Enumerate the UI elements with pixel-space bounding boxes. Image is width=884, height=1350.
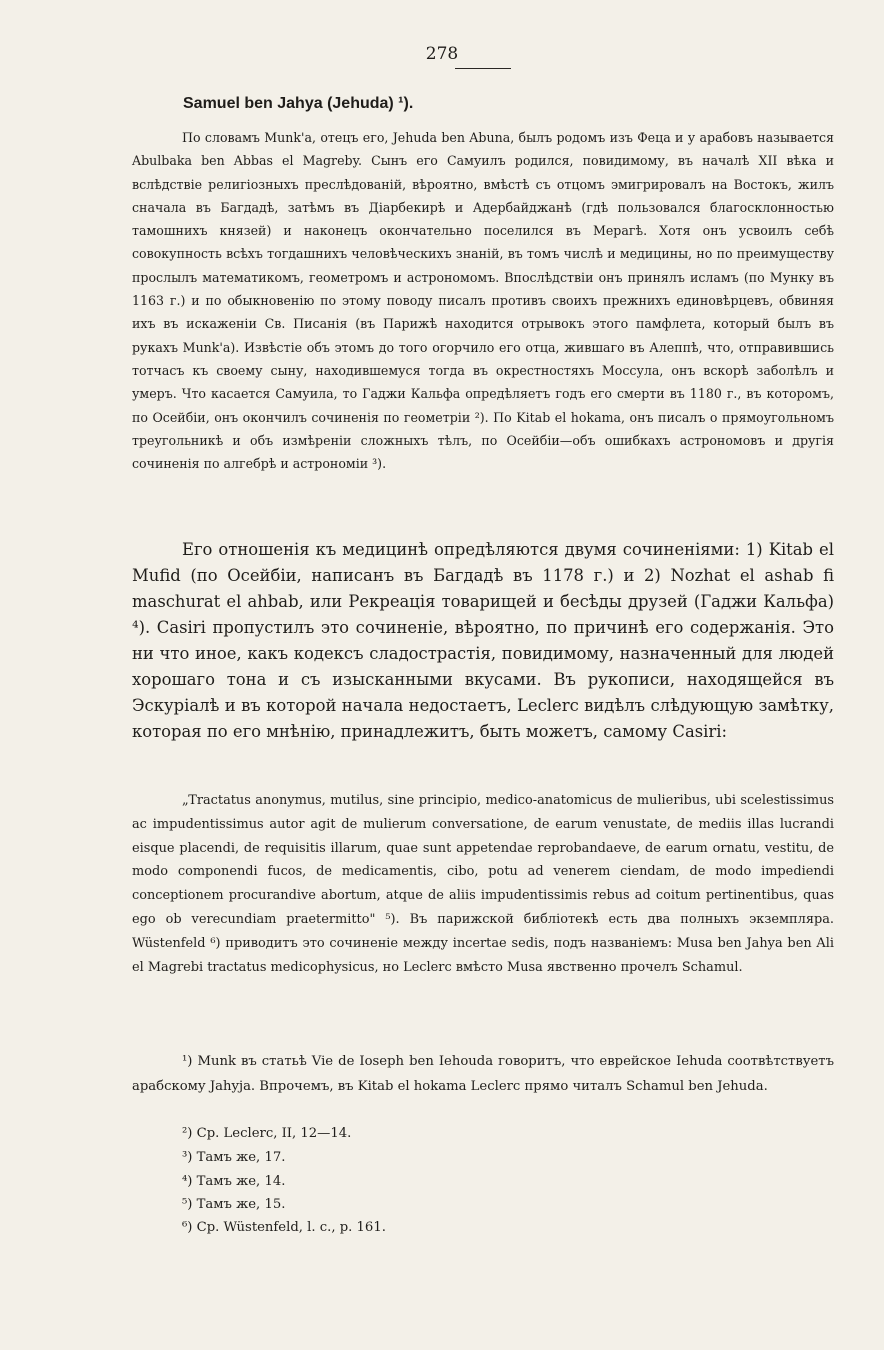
footnote-6: ⁶) Ср. Wüstenfeld, l. c., p. 161. [182,1220,386,1235]
paragraph-latin-quotation: „Tractatus anonymus, mutilus, sine principio, medico-anatomicus de mulieribus, ubi scelestissimus ac impudentissimus autor agit de mulierum conversatione, de earum venustate, de mediis illas lucrandi eisque placendi, de requisitis illarum, quae sunt appetendae reprobandaeve, de earum ornatu, vestitu, de modo componendi fucos, de medicamentis, cibo, potu ad venerem ciendam, de modo impediendi conceptionem procurandive abortum, atque de aliis impudentissimis rebus ad coitum pertinentibus, quas ego ob verecundiam praetermitto" ⁵). Въ парижской библіотекѣ есть два полныхъ экземпляра. Wüstenfeld ⁶) приводитъ это сочиненіе между incertae sedis, подъ названіемъ: Musa ben Jahya ben Ali el Magrebi tractatus medicophysicus, но Leclerc вмѣсто Musa явственно прочелъ Schamul. [132,793,834,975]
page-number-underline [455,68,511,69]
footnote-1: ¹) Munk въ статьѣ Vie de Ioseph ben Iehouda говоритъ, что еврейское Iehuda соотвѣтствуетъ арабскому Jahyja. Впрочемъ, въ Kitab el hokama Leclerc прямо читалъ Schamul ben Jehuda. [132,1054,834,1094]
footnote-5: ⁵) Тамъ же, 15. [182,1197,286,1212]
section-heading: Samuel ben Jahya (Jehuda) ¹). [183,95,414,112]
page-number: 278 [425,44,459,64]
paragraph-medical-works: Его отношенія къ медицинѣ опредѣляются двумя сочиненіями: 1) Kitab el Mufid (по Осейбіи, написанъ въ Багдадѣ въ 1178 г.) и 2) Nozhat el ashab fi maschurat el ahbab, или Рекреація товарищей и бесѣды друзей (Гаджи Кальфа) ⁴). Casiri пропустилъ это сочиненіе, вѣроятно, по причинѣ его содержанія. Это ни что иное, какъ кодексъ сладострастія, повидимому, назначенный для людей хорошаго тона и съ изысканными вкусами. Въ рукописи, находящейся въ Эскуріалѣ и въ которой начала недостаетъ, Leclerc видѣлъ слѣдующую замѣтку, которая по его мнѣнію, принадлежитъ, быть можетъ, самому Casiri: [132,540,834,741]
footnote-4: ⁴) Тамъ же, 14. [182,1174,286,1189]
footnote-3: ³) Тамъ же, 17. [182,1150,286,1165]
paragraph-biography: По словамъ Munk'а, отецъ его, Jehuda ben Abuna, былъ родомъ изъ Феца и у арабовъ называется Abulbaka ben Abbas el Magreby. Сынъ его Самуилъ родился, повидимому, въ началѣ XII вѣка и вслѣдствіе религіозныхъ преслѣдованій, вѣроятно, вмѣстѣ съ отцомъ эмигрировалъ на Востокъ, жилъ сначала въ Багдадѣ, затѣмъ въ Діарбекирѣ и Адербайджанѣ (гдѣ пользовался благосклонностью тамошнихъ князей) и наконецъ окончательно поселился въ Мерагѣ. Хотя онъ усвоилъ себѣ совокупность всѣхъ тогдашнихъ человѣческихъ знаній, въ томъ числѣ и медицины, но по преимуществу прослылъ математикомъ, геометромъ и астрономомъ. Впослѣдствіи онъ принялъ исламъ (по Мунку въ 1163 г.) и по обыкновенію по этому поводу писалъ противъ своихъ прежнихъ единовѣрцевъ, обвиняя ихъ въ искаженіи Св. Писанія (въ Парижѣ находится отрывокъ этого памфлета, который былъ въ рукахъ Munk'а). Извѣстіе объ этомъ до того огорчило его отца, жившаго въ Алеппѣ, что, отправившись тотчасъ къ своему сыну, находившемуся тогда въ окрестностяхъ Моссула, онъ вскорѣ заболѣлъ и умеръ. Что касается Самуила, то Гаджи Кальфа опредѣляетъ годъ его смерти въ 1180 г., въ которомъ, по Осейбіи, онъ окончилъ сочиненія по геометріи ²). По Kitab el hokama, онъ писалъ о прямоугольномъ треугольникѣ и объ измѣреніи сложныхъ тѣлъ, по Осейбіи—объ ошибкахъ астрономовъ и другія сочиненія по алгебрѣ и астрономіи ³). [132,130,834,472]
footnote-2: ²) Ср. Leclerc, II, 12—14. [182,1126,352,1141]
